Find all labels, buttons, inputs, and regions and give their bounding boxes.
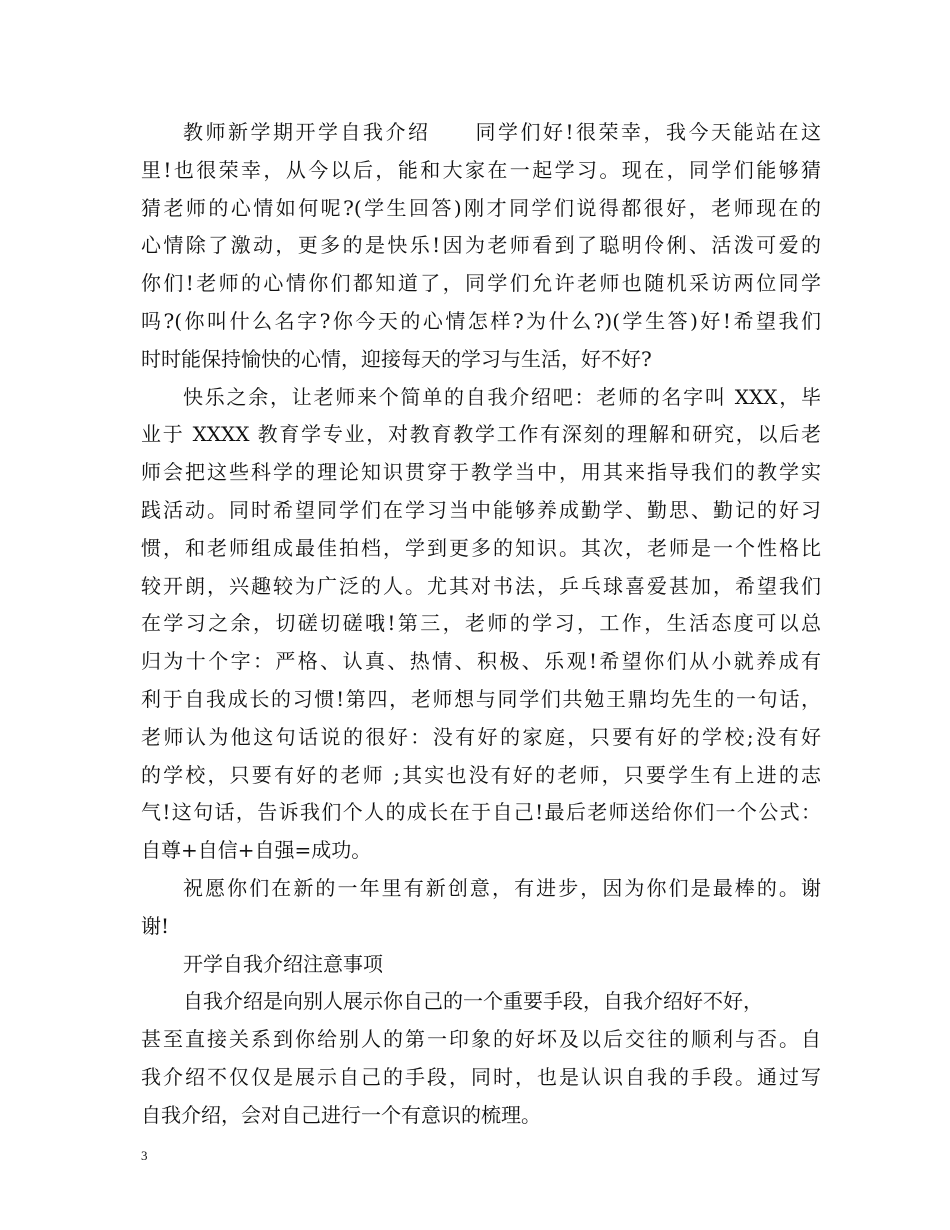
text-line: 猜老师的心情如何呢?(学生回答)刚才同学们说得都很好，老师现在的	[141, 195, 821, 220]
text-line: 自我介绍是向别人展示你自己的一个重要手段，自我介绍好不好，	[183, 989, 763, 1014]
document-body	[141, 114, 821, 1135]
text-line: 惯，和老师组成最佳拍档，学到更多的知识。其次，老师是一个性格比	[141, 535, 821, 560]
text-line: 在学习之余，切磋切磋哦!第三，老师的学习，工作，生活态度可以总	[141, 611, 821, 636]
text-line: 甚至直接关系到你给别人的第一印象的好坏及以后交往的顺利与否。自	[141, 1027, 821, 1052]
text-line: 师会把这些科学的理论知识贯穿于教学当中，用其来指导我们的教学实	[141, 460, 821, 485]
text-line: 自我介绍，会对自己进行一个有意识的梳理。	[141, 1102, 541, 1127]
text-line: 我介绍不仅仅是展示自己的手段，同时，也是认识自我的手段。通过写	[141, 1064, 821, 1089]
text-line: 归为十个字：严格、认真、热情、积极、乐观!希望你们从小就养成有	[141, 649, 821, 674]
text-line: 时时能保持愉快的心情，迎接每天的学习与生活，好不好?	[141, 346, 652, 371]
text-line: 教师新学期开学自我介绍 同学们好!很荣幸，我今天能站在这	[183, 120, 821, 144]
text-line: 祝愿你们在新的一年里有新创意，有进步，因为你们是最棒的。谢	[183, 875, 821, 900]
text-line: 吗?(你叫什么名字?你今天的心情怎样?为什么?)(学生答)好!希望我们	[141, 308, 821, 333]
text-line: 自尊+自信+自强=成功。	[141, 838, 372, 863]
text-line: 谢!	[141, 913, 170, 938]
text-line: 你们!老师的心情你们都知道了，同学们允许老师也随机采访两位同学	[141, 271, 821, 296]
text-line: 老师认为他这句话说的很好：没有好的家庭，只要有好的学校;没有好	[141, 724, 821, 749]
text-line: 业于 XXXX 教育学专业，对教育教学工作有深刻的理解和研究，以后老	[141, 422, 821, 447]
text-line: 利于自我成长的习惯!第四，老师想与同学们共勉王鼎均先生的一句话，	[141, 686, 821, 711]
text-line: 践活动。同时希望同学们在学习当中能够养成勤学、勤思、勤记的好习	[141, 497, 821, 522]
text-line: 心情除了激动，更多的是快乐!因为老师看到了聪明伶俐、活泼可爱的	[141, 233, 821, 258]
page-number: 3	[141, 1148, 148, 1163]
section-heading: 开学自我介绍注意事项	[183, 951, 383, 976]
text-line: 里!也很荣幸，从今以后，能和大家在一起学习。现在，同学们能够猜	[141, 157, 821, 182]
text-line: 的学校，只要有好的老师 ;其实也没有好的老师，只要学生有上进的志	[141, 762, 821, 787]
text-line: 较开朗，兴趣较为广泛的人。尤其对书法，乒乓球喜爱甚加，希望我们	[141, 573, 821, 598]
text-line: 快乐之余，让老师来个简单的自我介绍吧：老师的名字叫 XXX，毕	[183, 384, 821, 409]
text-line: 气!这句话，告诉我们个人的成长在于自己!最后老师送给你们一个公式：	[141, 800, 821, 825]
